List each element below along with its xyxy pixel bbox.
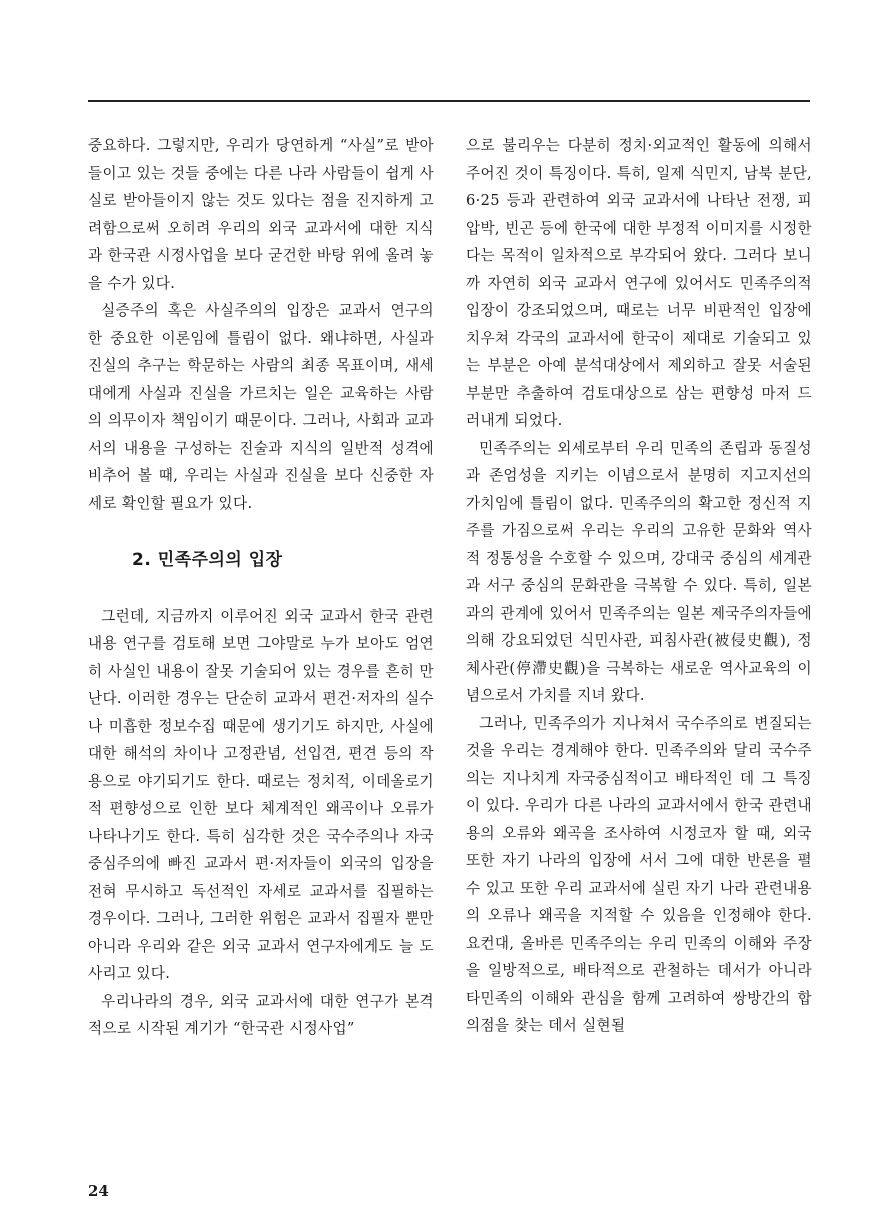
page-number: 24 (88, 1182, 109, 1200)
left-column (88, 132, 434, 1043)
paragraph: 민족주의는 외세로부터 우리 민족의 존립과 동질성과 존엄성을 지키는 이념으로서 분명히 지고지선의 가치임에 틀림이 없다. 민족주의의 확고한 정신적 지주를 가짐으로써 우리는 우리의 고유한 문화와 역사적 정통성을 수호할 수 있으며, 강대국 중심의 세계관과 서구 중심의 문화관을 극복할 수 있다. 특히, 일본과의 관계에 있어서 민족주의는 일본 제국주의자들에 의해 강요되었던 식민사관, 피침사관(被侵史觀), 정체사관(停滯史觀)을 극복하는 새로운 역사교육의 이념으로서 가치를 지녀 왔다. (466, 439, 812, 704)
header-rule (88, 100, 810, 102)
section-heading: 2. 민족주의의 입장 (132, 550, 283, 570)
paragraph: 그런데, 지금까지 이루어진 외국 교과서 한국 관련내용 연구를 검토해 보면 그야말로 누가 보아도 엄연히 사실인 내용이 잘못 기술되어 있는 경우를 흔히 만난다. 이러한 경우는 단순히 교과서 편건·저자의 실수나 미흡한 정보수집 때문에 생기기도 하지만, 사실에 대한 해석의 차이나 고정관념, 선입견, 편견 등의 작용으로 야기되기도 한다. 때로는 정치적, 이데올로기적 편향성으로 인한 보다 체계적인 왜곡이나 오류가 나타나기도 한다. 특히 심각한 것은 국수주의나 자국중심주의에 빠진 교과서 편·저자들이 외국의 입장을 전혀 무시하고 독선적인 자세로 교과서를 집필하는 경우이다. 그러나, 그러한 위험은 교과서 집필자 뿐만 아니라 우리와 같은 외국 교과서 연구자에게도 늘 도사리고 있다. (88, 607, 434, 982)
paragraph: 중요하다. 그렇지만, 우리가 당연하게 “사실”로 받아들이고 있는 것들 중에는 다른 나라 사람들이 쉽게 사실로 받아들이지 않는 것도 있다는 점을 진지하게 고려함으로써 오히려 우리의 외국 교과서에 대한 지식과 한국관 시정사업을 보다 굳건한 바탕 위에 올려 놓을 수가 있다. (88, 137, 434, 292)
paragraph: 우리나라의 경우, 외국 교과서에 대한 연구가 본격적으로 시작된 계기가 “한국관 시정사업” (88, 992, 434, 1037)
paragraph: 그러나, 민족주의가 지나쳐서 국수주의로 변질되는 것을 우리는 경계해야 한다. 민족주의와 달리 국수주의는 지나치게 자국중심적이고 배타적인 데 그 특징이 있다. 우리가 다른 나라의 교과서에서 한국 관련내용의 오류와 왜곡을 조사하여 시정코자 할 때, 외국 또한 자기 나라의 입장에 서서 그에 대한 반론을 펼 수 있고 또한 우리 교과서에 실린 자기 나라 관련내용의 오류나 왜곡을 지적할 수 있음을 인정해야 한다. 요컨대, 올바른 민족주의는 우리 민족의 이해와 주장을 일방적으로, 배타적으로 관철하는 데서가 아니라 타민족의 이해와 관심을 함께 고려하여 쌍방간의 합의점을 찾는 데서 실현될 (466, 714, 812, 1034)
paragraph: 실증주의 혹은 사실주의의 입장은 교과서 연구의 한 중요한 이론임에 틀림이 없다. 왜냐하면, 사실과 진실의 추구는 학문하는 사람의 최종 목표이며, 새세대에게 사실과 진실을 가르치는 일은 교육하는 사람의 의무이자 책임이기 때문이다. 그러나, 사회과 교과서의 내용을 구성하는 진술과 지식의 일반적 성격에 비추어 볼 때, 우리는 사실과 진실을 보다 신중한 자세로 확인할 필요가 있다. (88, 302, 434, 512)
right-column (466, 132, 812, 1040)
paragraph: 으로 불리우는 다분히 정치·외교적인 활동에 의해서 주어진 것이 특징이다. 특히, 일제 식민지, 남북 분단, 6·25 등과 관련하여 외국 교과서에 나타난 전쟁, 피압박, 빈곤 등에 한국에 대한 부정적 이미지를 시정한다는 목적이 일차적으로 부각되어 왔다. 그러다 보니까 자연히 외국 교과서 연구에 있어서도 민족주의적 입장이 강조되었으며, 때로는 너무 비판적인 입장에 치우쳐 각국의 교과서에 한국이 제대로 기술되고 있는 부분은 아예 분석대상에서 제외하고 잘못 서술된 부분만 추출하여 검토대상으로 삼는 편향성 마저 드러내게 되었다. (466, 137, 812, 429)
